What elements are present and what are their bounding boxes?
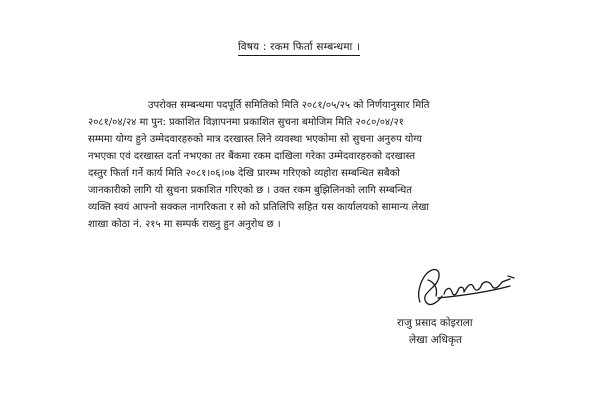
body-line-5: दस्तुर फिर्ता गर्ने कार्य मिति २०८१।०६।०७ देखि प्रारम्भ गरिएको व्यहोरा सम्बन्धित सबैको bbox=[88, 168, 400, 179]
signer-designation: लेखा अधिकृत bbox=[409, 334, 463, 346]
handwritten-signature bbox=[398, 252, 538, 317]
signer-name: राजु प्रसाद कोइराला bbox=[397, 317, 473, 329]
subject-line: विषय : रकम फिर्ता सम्बन्धमा । bbox=[238, 40, 360, 56]
body-line-1: उपरोक्त सम्बन्धमा पदपूर्ति समितिको मिति २०८१/०५/२५ को निर्णयानुसार मिति bbox=[148, 100, 430, 111]
body-line-8: शाखा कोठा नं. २१५ मा सम्पर्क राख्नु हुन अनुरोध छ । bbox=[88, 219, 281, 230]
body-line-3: सम्ममा योग्य हुने उम्मेदवारहरुको मात्र दरखास्त लिने व्यवस्था भएकोमा सो सुचना अनुरुप योग्य bbox=[88, 134, 422, 145]
body-line-2: २०८१/०४/२४ मा पुन: प्रकाशित विज्ञापनमा प्रकाशित सुचना बमोजिम मिति २०८०/०४/२१ bbox=[88, 117, 404, 128]
body-line-4: नभएका एवं दरखास्त दर्ता नभएका तर बैंकमा रकम दाखिला गरेका उम्मेदवारहरुको दरखास्त bbox=[88, 151, 416, 162]
body-line-7: व्यक्ति स्वयं आफ्नो सक्कल नागरिकता र सो को प्रतिलिपि सहित यस कार्यालयको सामान्य लेखा bbox=[88, 202, 429, 213]
body-line-6: जानकारीको लागि यो सुचना प्रकाशित गरिएको छ । उक्त रकम बुझिलिनको लागि सम्बन्धित bbox=[88, 185, 412, 196]
